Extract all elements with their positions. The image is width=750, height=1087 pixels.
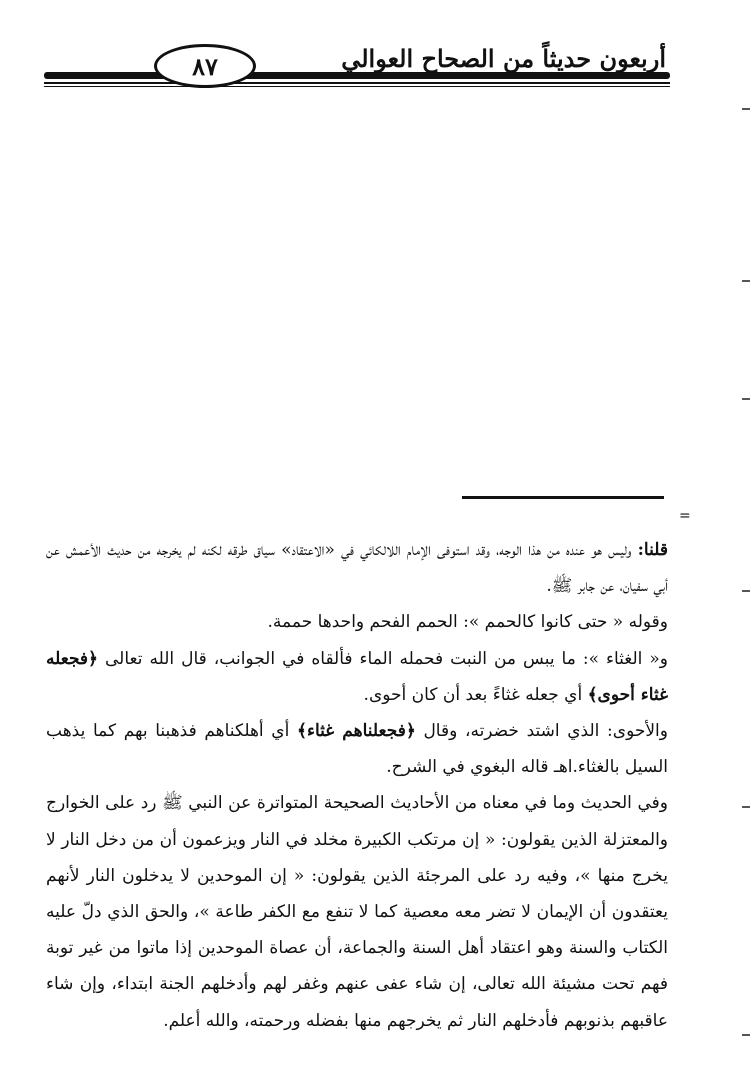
edge-mark [742,108,750,110]
footnote-body [46,532,668,1039]
paragraph-text: أي جعله غثاءً بعد أن كان أحوى. [363,684,588,705]
quran-verse: ﴿فجعلناهم غثاء﴾ [296,721,416,742]
paragraph-1 [46,532,668,604]
page-number-label: ٨٧ [192,51,218,81]
edge-mark [742,398,750,400]
paragraph-4 [46,713,668,785]
paragraph-text: وقوله « حتى كانوا كالحمم »: الحمم الفحم واحدها حممة. [267,612,668,633]
paragraph-text: وليس هو عنده من هذا الوجه، وقد استوفى الإمام اللالكائي في «الاعتقاد» سياق طرقه لكنه لم يخرجه من حديث الأعمش عن أبي سفيان، عن جابر ﷺ. [46,540,668,597]
paragraph-lead: قلنا: [637,540,668,560]
edge-mark [742,806,750,808]
paragraph-5 [46,785,668,1038]
paragraph-text: و« الغثاء »: ما يبس من النبت فحمله الماء فألقاه في الجوانب، قال الله تعالى [98,648,668,669]
paragraph-text: والأحوى: الذي اشتد خضرته، وقال [415,721,668,742]
paragraph-2 [46,604,668,640]
quran-verse: ﴿فجعله غثاء أحوى﴾ [46,648,668,705]
page-header [44,40,670,96]
paragraph-text: وفي الحديث وما في معناه من الأحاديث الصحيحة المتواترة عن النبي ﷺ رد على الخوارج والمعتزلة الذين يقولون: « إن مرتكب الكبيرة مخلد في النار ويزعمون أن من دخل النار لا يخرج منها »، وفيه رد على المرجئة الذين يقولون: « إن الموحدين لا يدخلون النار لأنهم يعتقدون أن الإيمان لا تضر معه معصية كما لا تنفع مع الكفر طاعة »، والحق الذي دلّ عليه الكتاب والسنة وهو اعتقاد أهل السنة والجماعة، أن عصاة الموحدين إذا ماتوا من غير توبة فهم تحت مشيئة الله تعالى، إن شاء عفى عنهم وغفر لهم وأدخلهم الجنة ابتداء، وإن شاء عاقبهم بذنوبهم فأدخلهم النار ثم يخرجهم منها بفضله ورحمته، والله أعلم. [46,793,668,1031]
edge-mark [742,1034,750,1036]
footnote-continuation-mark: = [679,508,691,524]
page-number [154,44,256,88]
footnote-separator [462,496,664,499]
running-title: أربعون حديثاً من الصحاح العوالي [341,44,666,73]
header-rule [44,72,670,92]
paragraph-text: أي أهلكناهم فذهبنا بهم كما يذهب السيل بالغثاء.اهـ قاله البغوي في الشرح. [46,721,668,778]
edge-mark [742,590,750,592]
edge-mark [742,280,750,282]
paragraph-3 [46,641,668,713]
